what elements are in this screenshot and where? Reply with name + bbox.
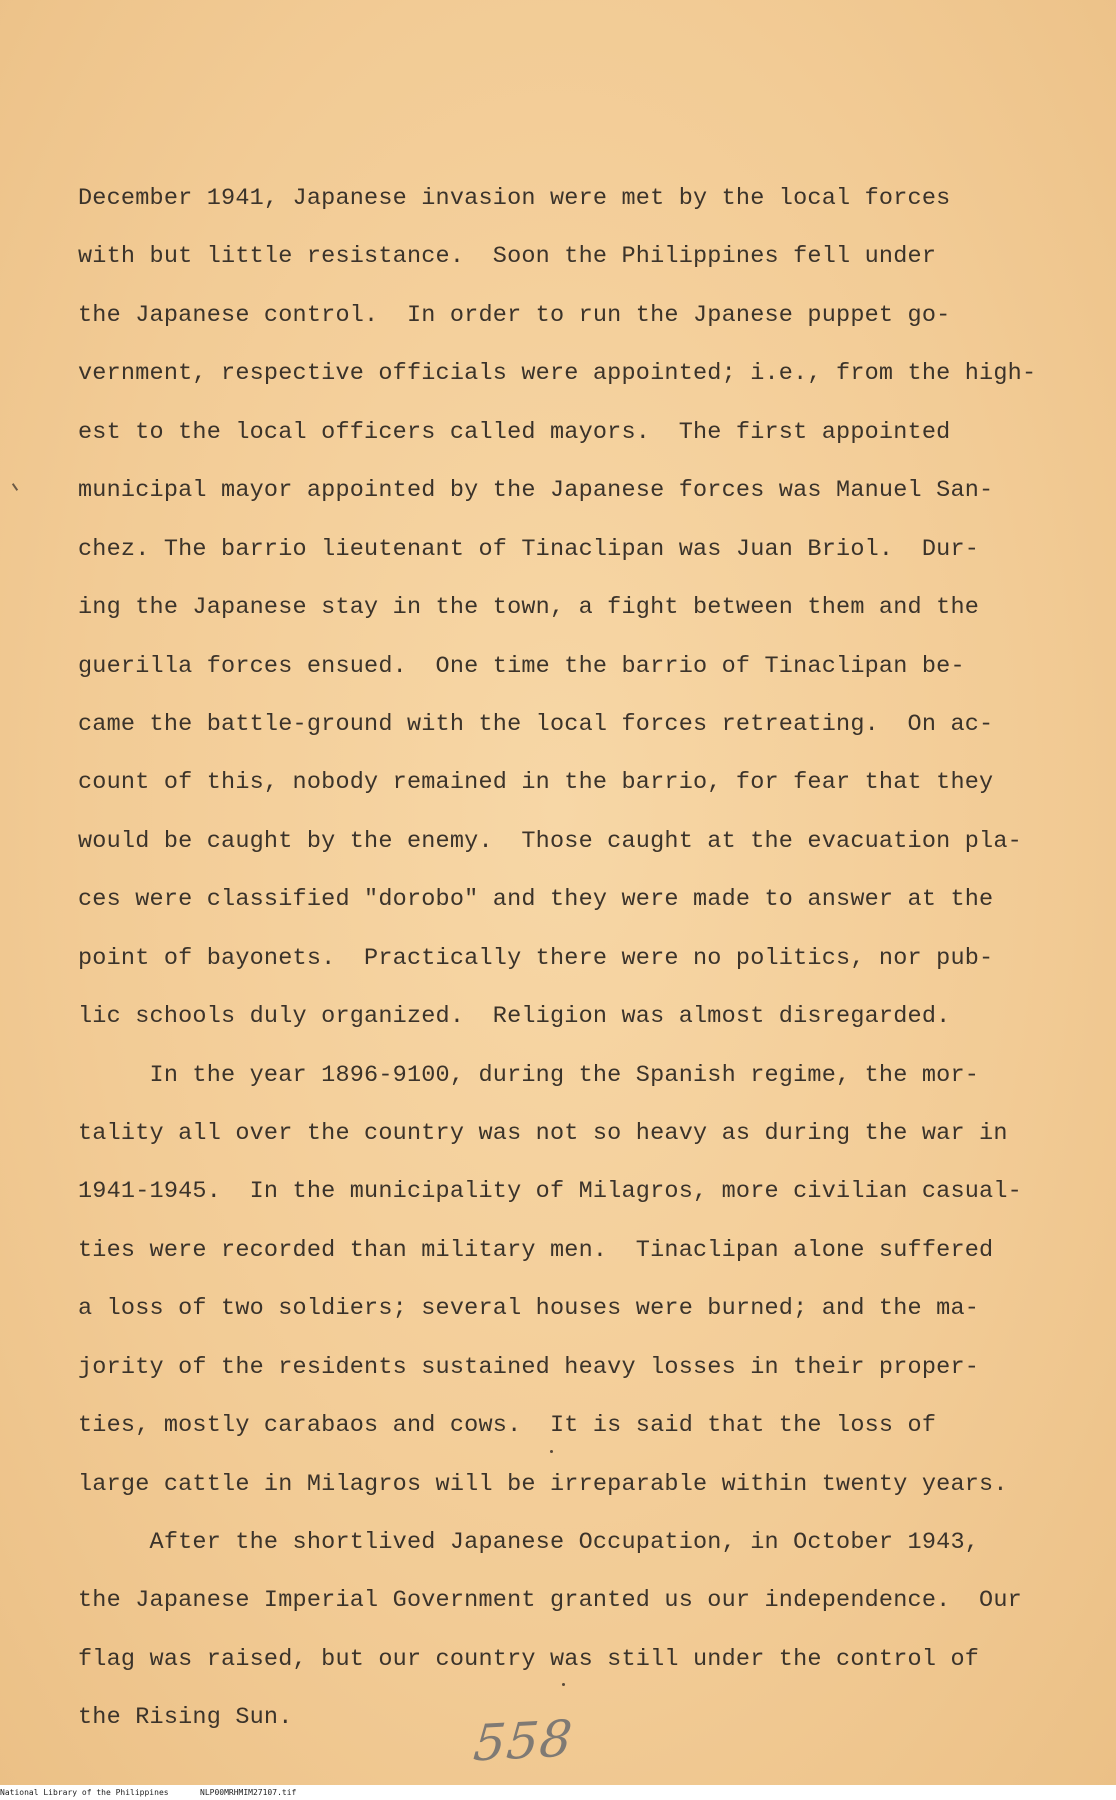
scan-footer [0,1785,1116,1800]
text-line-18: 1941-1945. In the municipality of Milagros, more civilian casual- [78,1178,1022,1205]
text-line-8: ing the Japanese stay in the town, a fight between them and the [78,594,980,621]
text-line-16: In the year 1896-9100, during the Spanish regime, the mor- [78,1062,980,1089]
text-line-21: jority of the residents sustained heavy losses in their proper- [78,1354,980,1381]
ink-speck [562,1683,565,1686]
text-line-5: est to the local officers called mayors. The first appointed [78,419,951,446]
text-line-22: ties, mostly carabaos and cows. It is said that the loss of [78,1412,937,1439]
text-line-11: count of this, nobody remained in the barrio, for fear that they [78,769,994,796]
text-line-6: municipal mayor appointed by the Japanese forces was Manuel San- [78,477,994,504]
footer-library-label: National Library of the Philippines [0,1788,169,1797]
text-line-13: ces were classified "dorobo" and they were made to answer at the [78,886,994,913]
text-line-20: a loss of two soldiers; several houses were burned; and the ma- [78,1295,980,1322]
text-line-3: the Japanese control. In order to run the Jpanese puppet go- [78,302,951,329]
text-line-24: After the shortlived Japanese Occupation, in October 1943, [78,1529,980,1556]
footer-file-label: NLP00MRHMIM27107.tif [200,1788,297,1797]
text-line-26: flag was raised, but our country was still under the control of [78,1646,980,1673]
text-line-4: vernment, respective officials were appointed; i.e., from the high- [78,360,1037,387]
ink-speck [550,1450,553,1453]
text-line-7: chez. The barrio lieutenant of Tinaclipan was Juan Briol. Dur- [78,536,980,563]
text-line-15: lic schools duly organized. Religion was almost disregarded. [78,1003,951,1030]
text-line-10: came the battle-ground with the local forces retreating. On ac- [78,711,994,738]
text-line-1: December 1941, Japanese invasion were met by the local forces [78,185,951,212]
text-line-27: the Rising Sun. [78,1704,293,1731]
text-line-14: point of bayonets. Practically there were no politics, nor pub- [78,945,994,972]
text-line-9: guerilla forces ensued. One time the barrio of Tinaclipan be- [78,653,965,680]
text-line-12: would be caught by the enemy. Those caught at the evacuation pla- [78,828,1022,855]
text-line-2: with but little resistance. Soon the Philippines fell under [78,243,937,270]
text-line-25: the Japanese Imperial Government granted us our independence. Our [78,1587,1022,1614]
margin-tick-mark [12,483,18,491]
text-line-23: large cattle in Milagros will be irreparable within twenty years. [78,1471,1008,1498]
handwritten-page-number: 558 [471,1709,576,1773]
text-line-19: ties were recorded than military men. Tinaclipan alone suffered [78,1237,994,1264]
text-line-17: tality all over the country was not so heavy as during the war in [78,1120,1008,1147]
